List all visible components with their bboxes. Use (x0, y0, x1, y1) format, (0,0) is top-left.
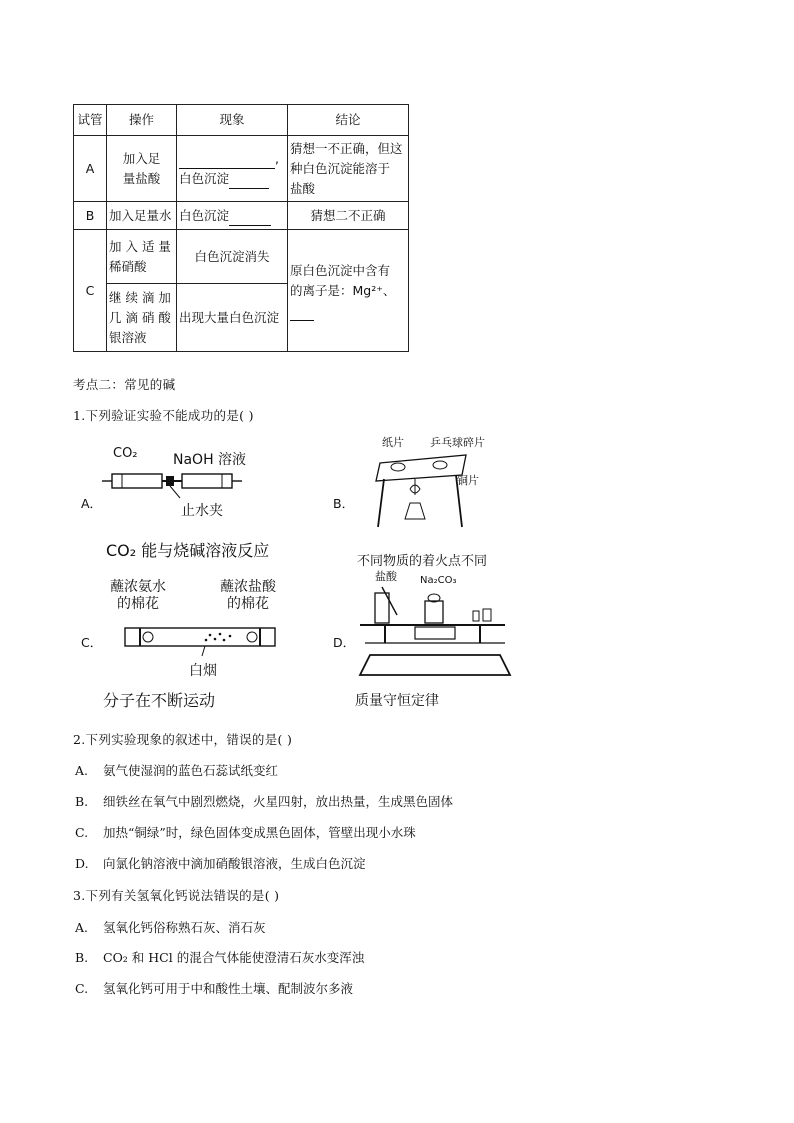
conclusion-a-line1: 猜想一不正确，但这 (290, 140, 403, 156)
q1-c-left-line1: 蘸浓氨水 (110, 579, 166, 595)
phenomenon-a-text: 白色沉淀 (179, 170, 230, 186)
q2-option-b-letter: B. (75, 794, 89, 809)
operation-a (107, 136, 177, 202)
q2-option-d (75, 854, 366, 872)
operation-c2-line2: 几 滴 硝 酸 (109, 309, 171, 325)
conclusion-b: 猜想二不正确 (288, 202, 409, 230)
q2-option-d-letter: D. (75, 856, 89, 871)
q1-a-diagram (100, 462, 245, 502)
q3-option-c-letter: C. (75, 981, 89, 996)
header-tube: 试管 (74, 105, 107, 136)
header-phenomenon: 现象 (177, 105, 288, 136)
q2-option-c-text: 加热“铜绿”时，绿色固体变成黑色固体，管壁出现小水珠 (103, 825, 416, 840)
q1-b-copper-label: 铜片 (457, 474, 479, 487)
question-2-stem: 2.下列实验现象的叙述中，错误的是( ) (73, 732, 293, 747)
tube-b: B (74, 202, 107, 230)
q1-a-caption: CO₂ 能与烧碱溶液反应 (106, 541, 270, 560)
q3-option-b (75, 948, 364, 966)
table-header-row (74, 105, 409, 136)
q1-c-diagram (120, 618, 280, 658)
header-conclusion: 结论 (288, 105, 409, 136)
operation-c1-line1: 加 入 适 量 (109, 238, 171, 254)
operation-c2-line1: 继 续 滴 加 (109, 289, 171, 305)
q3-option-b-letter: B. (75, 950, 89, 965)
q3-option-a-letter: A. (75, 920, 89, 935)
q1-b-caption: 不同物质的着火点不同 (357, 554, 488, 569)
tube-a: A (74, 136, 107, 202)
operation-a-line1: 加入足 (122, 150, 161, 166)
q3-option-c (75, 979, 353, 997)
phenomenon-b-text: 白色沉淀 (179, 207, 230, 223)
q1-c-right-line1: 蘸浓盐酸 (220, 579, 276, 595)
header-operation: 操作 (107, 105, 177, 136)
q2-option-a (75, 761, 278, 779)
q1-option-b-letter: B． (333, 496, 355, 511)
q1-d-na2co3-label: Na₂CO₃ (420, 575, 457, 586)
q2-option-d-text: 向氯化钠溶液中滴加硝酸银溶液，生成白色沉淀 (103, 856, 366, 871)
conclusion-a-line3: 盐酸 (290, 180, 316, 196)
blank-c (290, 320, 314, 321)
operation-c1 (107, 230, 177, 284)
comma: , (275, 150, 279, 166)
q1-c-right-line2: 的棉花 (227, 596, 269, 612)
q1-option-c-letter: C． (81, 635, 103, 650)
phenomenon-a (177, 136, 288, 202)
q1-b-pingpong-label: 乒乓球碎片 (430, 436, 485, 449)
operation-b: 加入足量水 (107, 202, 177, 230)
table-row-b (74, 202, 409, 230)
operation-c2-line3: 银溶液 (109, 329, 147, 345)
blank-a2 (229, 188, 269, 189)
table-row-c1 (74, 230, 409, 284)
q1-c-caption: 分子在不断运动 (103, 691, 216, 710)
q1-c-left-label (110, 579, 166, 613)
section-title: 考点二：常见的碱 (73, 377, 176, 392)
phenomenon-c2: 出现大量白色沉淀 (177, 284, 288, 352)
experiment-table (73, 104, 409, 352)
q2-option-a-text: 氨气使湿润的蓝色石蕊试纸变红 (103, 763, 279, 778)
q1-b-paper-label: 纸片 (382, 436, 404, 449)
q1-option-a-letter: A． (81, 496, 103, 511)
q1-a-naoh-label: NaOH 溶液 (173, 452, 247, 468)
q3-option-a-text: 氢氧化钙俗称熟石灰、消石灰 (103, 920, 266, 935)
operation-c2 (107, 284, 177, 352)
q2-option-c-letter: C. (75, 825, 89, 840)
q3-option-b-text: CO₂ 和 HCl 的混合气体能使澄清石灰水变浑浊 (103, 950, 365, 965)
q2-option-b-text: 细铁丝在氧气中剧烈燃烧，火星四射，放出热量，生成黑色固体 (103, 794, 454, 809)
phenomenon-b (177, 202, 288, 230)
q2-option-a-letter: A. (75, 763, 89, 778)
phenomenon-c1: 白色沉淀消失 (177, 230, 288, 284)
table-row-a (74, 136, 409, 202)
q1-b-diagram (370, 445, 480, 530)
q3-option-c-text: 氢氧化钙可用于中和酸性土壤、配制波尔多液 (103, 981, 354, 996)
q1-a-clamp-label: 止水夹 (181, 503, 223, 519)
question-3-stem: 3.下列有关氢氧化钙说法错误的是( ) (73, 888, 280, 903)
q1-d-caption: 质量守恒定律 (355, 693, 439, 709)
q3-option-a (75, 918, 266, 936)
conclusion-a-line2: 种白色沉淀能溶于 (290, 160, 391, 176)
tube-c: C (74, 230, 107, 352)
q1-c-right-label (220, 579, 276, 613)
q1-a-co2-label: CO₂ (113, 446, 138, 461)
q2-option-c (75, 823, 416, 841)
q1-option-d-letter: D． (333, 635, 356, 650)
conclusion-c-line1: 原白色沉淀中含有 (290, 262, 391, 278)
conclusion-c-line2: 的离子是：Mg²⁺、 (290, 282, 396, 298)
conclusion-a (288, 136, 409, 202)
conclusion-c (288, 230, 409, 352)
question-1-stem: 1.下列验证实验不能成功的是( ) (73, 408, 254, 423)
operation-c1-line2: 稀硝酸 (109, 258, 147, 274)
q2-option-b (75, 792, 453, 810)
q1-c-left-line2: 的棉花 (117, 596, 159, 612)
q1-d-diagram (355, 585, 515, 680)
operation-a-line2: 量盐酸 (122, 170, 161, 186)
q1-d-hcl-label: 盐酸 (375, 570, 397, 583)
blank-b (229, 225, 271, 226)
q1-c-smoke-label: 白烟 (189, 663, 217, 679)
